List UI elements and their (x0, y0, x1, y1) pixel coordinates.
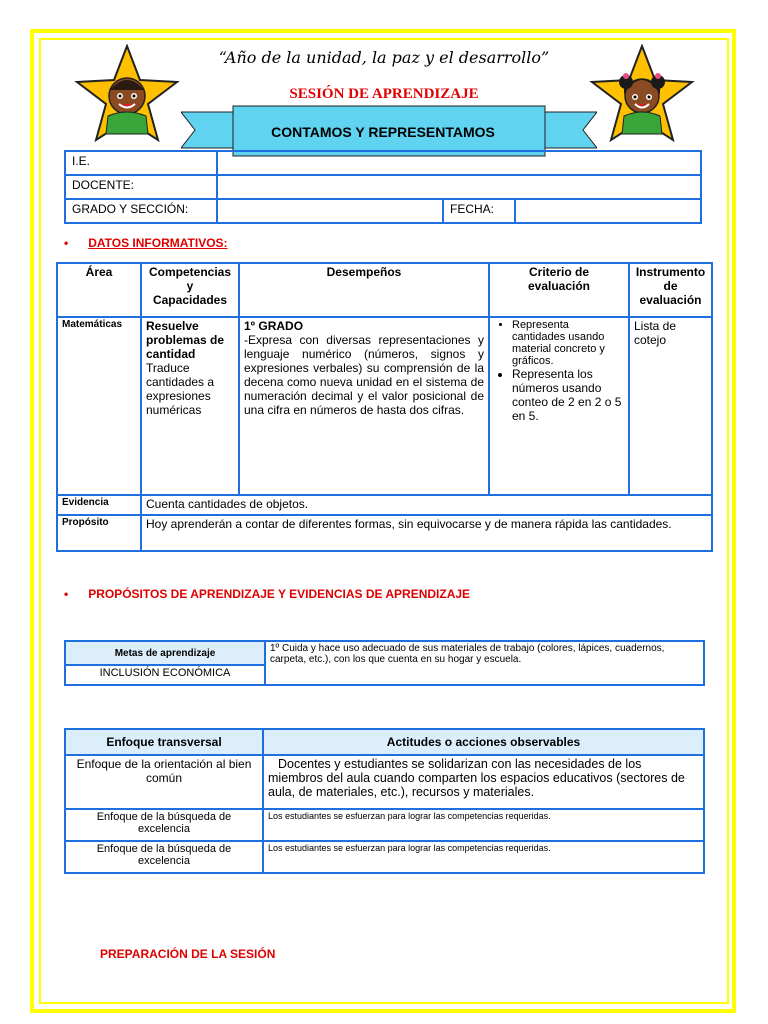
header-competencias: Competencias y Capacidades (141, 263, 239, 317)
competencia-cell (141, 317, 239, 495)
criterio-item: • Representa cantidades usando material concreto y gráficos. (512, 319, 624, 367)
section-datos-informativos (64, 236, 228, 250)
actitud-cell: Los estudiantes se esfuerzan para lograr las competencias requeridas. (263, 809, 704, 841)
actitud-cell: Los estudiantes se esfuerzan para lograr las competencias requeridas. (263, 841, 704, 873)
metas-label: Metas de aprendizaje (65, 641, 265, 665)
banner-title: CONTAMOS Y REPRESENTAMOS (271, 124, 495, 140)
desempeno-text: -Expresa con diversas representaciones y lenguaje numérico (números, signos y expresiones verbales) su comprensión de la decena como nueva unidad en el sistema de numeración decimal y el valor posicional de una cifra en números de hasta dos cifras. (244, 333, 484, 417)
header-instrumento: Instrumento de evaluación (629, 263, 712, 317)
motto: “Año de la unidad, la paz y el desarrollo” (218, 48, 550, 67)
evidencia-text: Cuenta cantidades de objetos. (141, 495, 712, 515)
info-table (64, 150, 702, 224)
header-area: Área (57, 263, 141, 317)
enfoque-cell: Enfoque de la orientación al bien común (65, 755, 263, 809)
docente-value[interactable] (217, 175, 701, 199)
section-propositos (64, 587, 470, 601)
grado-value[interactable] (217, 199, 443, 223)
bullet-icon: • (64, 236, 69, 250)
fecha-value[interactable] (515, 199, 701, 223)
section-title: PROPÓSITOS DE APRENDIZAJE Y EVIDENCIAS DE APRENDIZAJE (88, 587, 471, 601)
bullet-icon: • (64, 587, 69, 601)
metas-table (64, 640, 705, 686)
header-enfoque: Enfoque transversal (65, 729, 263, 755)
criterio-item: • Representa los números usando conteo de 2 en 2 o 5 en 5. (512, 367, 624, 423)
section-preparacion: PREPARACIÓN DE LA SESIÓN (100, 947, 276, 961)
metas-text: 1º Cuida y hace uso adecuado de sus materiales de trabajo (colores, lápices, cuadernos, carpeta, etc.), con los que cuenta en su hogar y escuela. (265, 641, 704, 685)
competencias-table (56, 262, 713, 552)
header-actitudes: Actitudes o acciones observables (263, 729, 704, 755)
header-desempenos: Desempeños (239, 263, 489, 317)
capacidad-text: Traduce cantidades a expresiones numéricas (146, 361, 215, 417)
section-title: DATOS INFORMATIVOS: (88, 236, 228, 250)
enfoque-table (64, 728, 705, 874)
session-title: SESIÓN DE APRENDIZAJE (289, 86, 479, 102)
area-cell: Matemáticas (57, 317, 141, 495)
ie-value[interactable] (217, 151, 701, 175)
enfoque-cell: Enfoque de la búsqueda de excelencia (65, 841, 263, 873)
desempeno-cell (239, 317, 489, 495)
header-criterio: Criterio de evaluación (489, 263, 629, 317)
grado-text: 1º GRADO (244, 319, 304, 333)
ie-label: I.E. (65, 151, 217, 175)
actitud-cell: Docentes y estudiantes se solidarizan con las necesidades de los miembros del aula cuando comparten los espacios educativos (sectores de aula, de materiales, etc.), recursos y materiales. (263, 755, 704, 809)
evidencia-label: Evidencia (57, 495, 141, 515)
metas-sublabel: INCLUSIÓN ECONÓMICA (65, 665, 265, 685)
fecha-label: FECHA: (443, 199, 515, 223)
competencia-text: Resuelve problemas de cantidad (146, 319, 225, 361)
criterio-cell (489, 317, 629, 495)
docente-label: DOCENTE: (65, 175, 217, 199)
proposito-text: Hoy aprenderán a contar de diferentes formas, sin equivocarse y de manera rápida las cantidades. (141, 515, 712, 551)
instrumento-cell: Lista de cotejo (629, 317, 712, 495)
grado-label: GRADO Y SECCIÓN: (65, 199, 217, 223)
proposito-label: Propósito (57, 515, 141, 551)
enfoque-cell: Enfoque de la búsqueda de excelencia (65, 809, 263, 841)
